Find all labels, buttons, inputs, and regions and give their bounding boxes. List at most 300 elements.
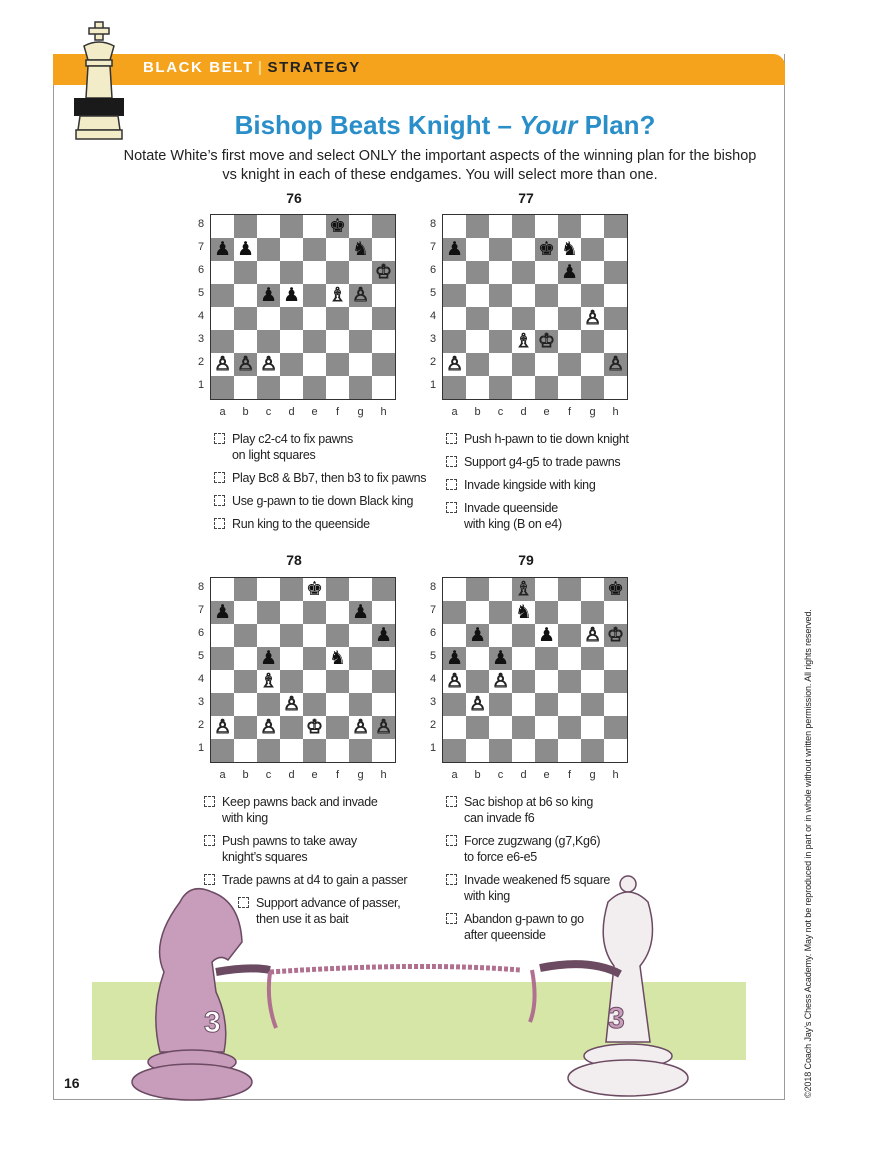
file-label: h bbox=[380, 769, 387, 781]
board-square bbox=[372, 647, 395, 670]
board-square bbox=[303, 261, 326, 284]
board-square bbox=[211, 330, 234, 353]
plan-option-line: then use it as bait bbox=[256, 912, 349, 926]
board-square bbox=[326, 739, 349, 762]
white-pawn-icon: ♙ bbox=[606, 353, 625, 375]
plan-option-line: Support advance of passer, bbox=[256, 896, 401, 910]
board-square bbox=[349, 739, 372, 762]
board-square bbox=[280, 261, 303, 284]
board-square bbox=[558, 215, 581, 238]
white-pawn-icon: ♙ bbox=[583, 307, 602, 329]
rank-label: 4 bbox=[197, 673, 205, 685]
board-square bbox=[257, 238, 280, 261]
plan-option-line: Support g4-g5 to trade pawns bbox=[464, 455, 621, 469]
white-bishop-icon: ♗ bbox=[514, 578, 533, 600]
board-square bbox=[372, 330, 395, 353]
plan-checkbox[interactable] bbox=[446, 433, 457, 444]
rank-label: 1 bbox=[197, 742, 205, 754]
black-king-icon: ♚ bbox=[305, 578, 324, 600]
plan-option-line: knight’s squares bbox=[222, 850, 308, 864]
plan-option-line: Play Bc8 & Bb7, then b3 to fix pawns bbox=[232, 471, 427, 485]
rank-label: 3 bbox=[429, 696, 437, 708]
plan-option-line: Trade pawns at d4 to gain a passer bbox=[222, 873, 408, 887]
board-square bbox=[234, 307, 257, 330]
board-square bbox=[443, 739, 466, 762]
board-square bbox=[372, 739, 395, 762]
board-square bbox=[512, 238, 535, 261]
file-label: f bbox=[335, 406, 340, 418]
page-number: 16 bbox=[64, 1075, 80, 1091]
puzzle-number: 79 bbox=[518, 552, 534, 568]
board-square bbox=[326, 307, 349, 330]
white-pawn-icon: ♙ bbox=[374, 716, 393, 738]
board-square bbox=[303, 353, 326, 376]
board-square bbox=[326, 693, 349, 716]
file-label: c bbox=[265, 406, 272, 418]
file-label: g bbox=[589, 769, 596, 781]
file-label: f bbox=[567, 406, 572, 418]
plan-checkbox[interactable] bbox=[446, 835, 457, 846]
board-square bbox=[280, 215, 303, 238]
black-pawn-icon: ♟ bbox=[213, 238, 232, 260]
board-square bbox=[604, 739, 627, 762]
page-title bbox=[0, 110, 890, 141]
board-square bbox=[234, 376, 257, 399]
board-square bbox=[443, 261, 466, 284]
white-pawn-icon: ♙ bbox=[259, 353, 278, 375]
board-square bbox=[443, 284, 466, 307]
board-square bbox=[535, 578, 558, 601]
board-square bbox=[466, 215, 489, 238]
black-pawn-icon: ♟ bbox=[236, 238, 255, 260]
file-label: g bbox=[357, 406, 364, 418]
board-square bbox=[558, 353, 581, 376]
plan-checkbox[interactable] bbox=[446, 479, 457, 490]
black-pawn-icon: ♟ bbox=[468, 624, 487, 646]
board-square bbox=[257, 261, 280, 284]
file-label: g bbox=[357, 769, 364, 781]
board-square bbox=[604, 716, 627, 739]
board-square bbox=[211, 739, 234, 762]
board-square bbox=[303, 739, 326, 762]
board-square bbox=[280, 376, 303, 399]
black-pawn-icon: ♟ bbox=[282, 284, 301, 306]
board-square bbox=[326, 261, 349, 284]
board-square bbox=[303, 284, 326, 307]
white-pawn-icon: ♙ bbox=[213, 353, 232, 375]
title-part1: Bishop Beats Knight – bbox=[234, 110, 520, 140]
board-square bbox=[326, 376, 349, 399]
white-pawn-icon: ♙ bbox=[351, 716, 370, 738]
board-square bbox=[535, 307, 558, 330]
board-square bbox=[604, 238, 627, 261]
plan-option-line: Use g-pawn to tie down Black king bbox=[232, 494, 414, 508]
board-square bbox=[303, 215, 326, 238]
board-square bbox=[211, 670, 234, 693]
board-square bbox=[280, 716, 303, 739]
board-square bbox=[326, 330, 349, 353]
rope bbox=[270, 966, 520, 972]
board-square bbox=[512, 215, 535, 238]
board-square bbox=[489, 601, 512, 624]
rank-label: 2 bbox=[429, 719, 437, 731]
white-bishop-icon: ♗ bbox=[514, 330, 533, 352]
chess-board bbox=[210, 577, 396, 763]
board-square bbox=[234, 284, 257, 307]
plan-option-line: with king bbox=[464, 889, 510, 903]
board-square bbox=[581, 215, 604, 238]
board-square bbox=[466, 670, 489, 693]
board-square bbox=[512, 716, 535, 739]
black-pawn-icon: ♟ bbox=[259, 647, 278, 669]
rank-label: 8 bbox=[429, 581, 437, 593]
board-square bbox=[234, 693, 257, 716]
board-square bbox=[211, 647, 234, 670]
board-square bbox=[280, 238, 303, 261]
board-square bbox=[234, 330, 257, 353]
file-label: a bbox=[219, 769, 226, 781]
board-square bbox=[512, 307, 535, 330]
board-square bbox=[604, 215, 627, 238]
board-square bbox=[211, 578, 234, 601]
board-square bbox=[257, 330, 280, 353]
plan-option-line: Play c2-c4 to fix pawns bbox=[232, 432, 353, 446]
board-square bbox=[489, 261, 512, 284]
plan-checkbox[interactable] bbox=[446, 456, 457, 467]
file-label: b bbox=[474, 769, 481, 781]
board-square bbox=[349, 693, 372, 716]
plan-option bbox=[464, 454, 620, 470]
rank-label: 8 bbox=[429, 218, 437, 230]
board-square bbox=[211, 261, 234, 284]
black-king-icon: ♚ bbox=[328, 215, 347, 237]
rank-label: 7 bbox=[429, 241, 437, 253]
board-square bbox=[280, 624, 303, 647]
board-square bbox=[372, 215, 395, 238]
board-square bbox=[512, 693, 535, 716]
board-square bbox=[443, 624, 466, 647]
white-pawn-icon: ♙ bbox=[583, 624, 602, 646]
chess-board bbox=[210, 214, 396, 400]
board-square bbox=[558, 739, 581, 762]
white-pawn-icon: ♙ bbox=[259, 716, 278, 738]
rank-label: 2 bbox=[429, 356, 437, 368]
black-pawn-icon: ♟ bbox=[351, 601, 370, 623]
white-king-icon: ♔ bbox=[606, 624, 625, 646]
board-square bbox=[303, 376, 326, 399]
bishop-number: 3 bbox=[608, 1002, 625, 1035]
file-label: h bbox=[612, 769, 619, 781]
rank-label: 2 bbox=[197, 356, 205, 368]
board-square bbox=[349, 624, 372, 647]
white-pawn-icon: ♙ bbox=[351, 284, 370, 306]
board-square bbox=[257, 578, 280, 601]
board-square bbox=[489, 353, 512, 376]
board-square bbox=[303, 307, 326, 330]
plan-checkbox[interactable] bbox=[214, 433, 225, 444]
rank-label: 4 bbox=[197, 310, 205, 322]
board-square bbox=[558, 670, 581, 693]
file-label: c bbox=[497, 406, 504, 418]
header-left: BLACK BELT bbox=[143, 59, 254, 76]
board-square bbox=[280, 670, 303, 693]
board-square bbox=[604, 307, 627, 330]
rank-label: 3 bbox=[429, 333, 437, 345]
board-square bbox=[234, 578, 257, 601]
black-pawn-icon: ♟ bbox=[445, 238, 464, 260]
board-square bbox=[581, 284, 604, 307]
copyright-notice: ©2018 Coach Jay’s Chess Academy. May not be reproduced in part or in whole without written permission. All rights reserved. bbox=[803, 609, 813, 1098]
plan-option bbox=[222, 794, 378, 826]
white-pawn-icon: ♙ bbox=[445, 353, 464, 375]
rank-label: 4 bbox=[429, 310, 437, 322]
board-square bbox=[280, 647, 303, 670]
rank-label: 6 bbox=[429, 264, 437, 276]
white-king-icon: ♔ bbox=[374, 261, 393, 283]
board-square bbox=[234, 739, 257, 762]
plan-option bbox=[232, 516, 370, 532]
rank-label: 7 bbox=[197, 241, 205, 253]
plan-option bbox=[232, 431, 353, 463]
plan-option-line: with king bbox=[222, 811, 268, 825]
plan-option-line: can invade f6 bbox=[464, 811, 535, 825]
board-square bbox=[303, 601, 326, 624]
white-bishop-icon: ♗ bbox=[259, 670, 278, 692]
rank-label: 2 bbox=[197, 719, 205, 731]
plan-checkbox[interactable] bbox=[446, 502, 457, 513]
black-knight-icon: ♞ bbox=[514, 601, 533, 623]
board-square bbox=[581, 238, 604, 261]
board-square bbox=[558, 693, 581, 716]
board-square bbox=[303, 647, 326, 670]
board-square bbox=[466, 238, 489, 261]
board-square bbox=[372, 376, 395, 399]
board-square bbox=[466, 601, 489, 624]
file-label: b bbox=[242, 406, 249, 418]
rank-label: 3 bbox=[197, 696, 205, 708]
board-square bbox=[211, 307, 234, 330]
board-square bbox=[512, 624, 535, 647]
board-square bbox=[558, 376, 581, 399]
board-square bbox=[535, 376, 558, 399]
rank-label: 5 bbox=[429, 650, 437, 662]
board-square bbox=[349, 376, 372, 399]
board-square bbox=[326, 716, 349, 739]
board-square bbox=[581, 601, 604, 624]
rank-label: 5 bbox=[197, 287, 205, 299]
puzzle-number: 76 bbox=[286, 190, 302, 206]
file-label: a bbox=[451, 769, 458, 781]
board-square bbox=[372, 353, 395, 376]
plan-option bbox=[464, 794, 593, 826]
board-square bbox=[558, 284, 581, 307]
board-square bbox=[280, 601, 303, 624]
board-square bbox=[280, 578, 303, 601]
board-square bbox=[604, 601, 627, 624]
board-square bbox=[257, 693, 280, 716]
plan-option-line: Abandon g-pawn to go bbox=[464, 912, 584, 926]
board-square bbox=[443, 330, 466, 353]
board-square bbox=[234, 215, 257, 238]
board-square bbox=[535, 284, 558, 307]
board-square bbox=[489, 376, 512, 399]
plan-checkbox[interactable] bbox=[214, 495, 225, 506]
board-square bbox=[326, 601, 349, 624]
file-label: h bbox=[380, 406, 387, 418]
board-square bbox=[349, 261, 372, 284]
board-square bbox=[512, 376, 535, 399]
board-square bbox=[535, 716, 558, 739]
file-label: d bbox=[288, 406, 295, 418]
board-square bbox=[234, 670, 257, 693]
header-separator: | bbox=[257, 59, 264, 76]
board-square bbox=[349, 215, 372, 238]
file-label: c bbox=[265, 769, 272, 781]
board-square bbox=[211, 376, 234, 399]
board-square bbox=[581, 693, 604, 716]
board-square bbox=[211, 624, 234, 647]
board-square bbox=[326, 624, 349, 647]
board-square bbox=[326, 670, 349, 693]
board-square bbox=[257, 601, 280, 624]
board-square bbox=[581, 578, 604, 601]
black-king-icon: ♚ bbox=[606, 578, 625, 600]
plan-option-line: Keep pawns back and invade bbox=[222, 795, 378, 809]
file-label: e bbox=[543, 769, 550, 781]
rank-label: 4 bbox=[429, 673, 437, 685]
board-square bbox=[558, 330, 581, 353]
board-square bbox=[466, 739, 489, 762]
plan-checkbox[interactable] bbox=[204, 796, 215, 807]
board-square bbox=[581, 353, 604, 376]
board-square bbox=[535, 693, 558, 716]
black-pawn-icon: ♟ bbox=[560, 261, 579, 283]
plan-option bbox=[464, 477, 595, 493]
chess-board bbox=[442, 577, 628, 763]
board-square bbox=[466, 284, 489, 307]
board-square bbox=[280, 353, 303, 376]
rank-label: 6 bbox=[197, 627, 205, 639]
board-square bbox=[257, 307, 280, 330]
board-square bbox=[349, 307, 372, 330]
black-pawn-icon: ♟ bbox=[445, 647, 464, 669]
board-square bbox=[443, 693, 466, 716]
board-square bbox=[326, 238, 349, 261]
board-square bbox=[581, 376, 604, 399]
board-square bbox=[535, 261, 558, 284]
rank-label: 1 bbox=[429, 379, 437, 391]
rank-label: 6 bbox=[197, 264, 205, 276]
file-label: e bbox=[311, 769, 318, 781]
white-pawn-icon: ♙ bbox=[445, 670, 464, 692]
board-square bbox=[558, 307, 581, 330]
board-square bbox=[326, 578, 349, 601]
board-square bbox=[489, 716, 512, 739]
file-label: h bbox=[612, 406, 619, 418]
plan-checkbox[interactable] bbox=[446, 796, 457, 807]
white-bishop-icon: ♗ bbox=[328, 284, 347, 306]
board-square bbox=[581, 330, 604, 353]
board-square bbox=[581, 647, 604, 670]
black-knight-icon: ♞ bbox=[328, 647, 347, 669]
board-square bbox=[604, 693, 627, 716]
black-king-icon: ♚ bbox=[537, 238, 556, 260]
board-square bbox=[211, 215, 234, 238]
board-square bbox=[372, 238, 395, 261]
title-italic: Your bbox=[519, 110, 578, 140]
tug-of-war-illustration bbox=[120, 862, 760, 1132]
board-square bbox=[604, 376, 627, 399]
plan-option-line: Push h-pawn to tie down knight bbox=[464, 432, 629, 446]
board-square bbox=[604, 670, 627, 693]
white-king-icon: ♔ bbox=[305, 716, 324, 738]
plan-option-line: to force e6-e5 bbox=[464, 850, 537, 864]
black-pawn-icon: ♟ bbox=[259, 284, 278, 306]
board-square bbox=[512, 739, 535, 762]
board-square bbox=[280, 330, 303, 353]
plan-checkbox[interactable] bbox=[204, 835, 215, 846]
board-square bbox=[489, 578, 512, 601]
board-square bbox=[489, 330, 512, 353]
white-pawn-icon: ♙ bbox=[236, 353, 255, 375]
board-square bbox=[466, 307, 489, 330]
board-square bbox=[234, 601, 257, 624]
board-square bbox=[466, 353, 489, 376]
header-right: STRATEGY bbox=[267, 59, 361, 76]
knight-number: 3 bbox=[204, 1006, 221, 1039]
plan-option-line: with king (B on e4) bbox=[464, 517, 562, 531]
plan-checkbox[interactable] bbox=[214, 472, 225, 483]
board-square bbox=[257, 376, 280, 399]
plan-option-line: Sac bishop at b6 so king bbox=[464, 795, 594, 809]
board-square bbox=[211, 284, 234, 307]
rank-label: 8 bbox=[197, 218, 205, 230]
board-square bbox=[303, 693, 326, 716]
board-square bbox=[604, 284, 627, 307]
file-label: e bbox=[311, 406, 318, 418]
file-label: f bbox=[335, 769, 340, 781]
file-label: g bbox=[589, 406, 596, 418]
plan-option-line: Run king to the queenside bbox=[232, 517, 370, 531]
black-knight-icon: ♞ bbox=[560, 238, 579, 260]
board-square bbox=[489, 238, 512, 261]
board-square bbox=[558, 601, 581, 624]
board-square bbox=[535, 647, 558, 670]
board-square bbox=[466, 716, 489, 739]
file-label: f bbox=[567, 769, 572, 781]
board-square bbox=[443, 716, 466, 739]
black-pawn-icon: ♟ bbox=[374, 624, 393, 646]
plan-checkbox[interactable] bbox=[214, 518, 225, 529]
bishop-figure bbox=[540, 876, 688, 1096]
rank-label: 7 bbox=[197, 604, 205, 616]
board-square bbox=[443, 215, 466, 238]
board-square bbox=[372, 693, 395, 716]
file-label: b bbox=[474, 406, 481, 418]
rank-label: 3 bbox=[197, 333, 205, 345]
board-square bbox=[558, 647, 581, 670]
board-square bbox=[581, 739, 604, 762]
board-square bbox=[558, 578, 581, 601]
plan-option-line: on light squares bbox=[232, 448, 316, 462]
board-square bbox=[234, 624, 257, 647]
plan-option-line: Invade kingside with king bbox=[464, 478, 596, 492]
plan-option bbox=[232, 470, 426, 486]
board-square bbox=[512, 647, 535, 670]
file-label: d bbox=[520, 769, 527, 781]
plan-option-line: Invade weakened f5 square bbox=[464, 873, 611, 887]
white-pawn-icon: ♙ bbox=[213, 716, 232, 738]
